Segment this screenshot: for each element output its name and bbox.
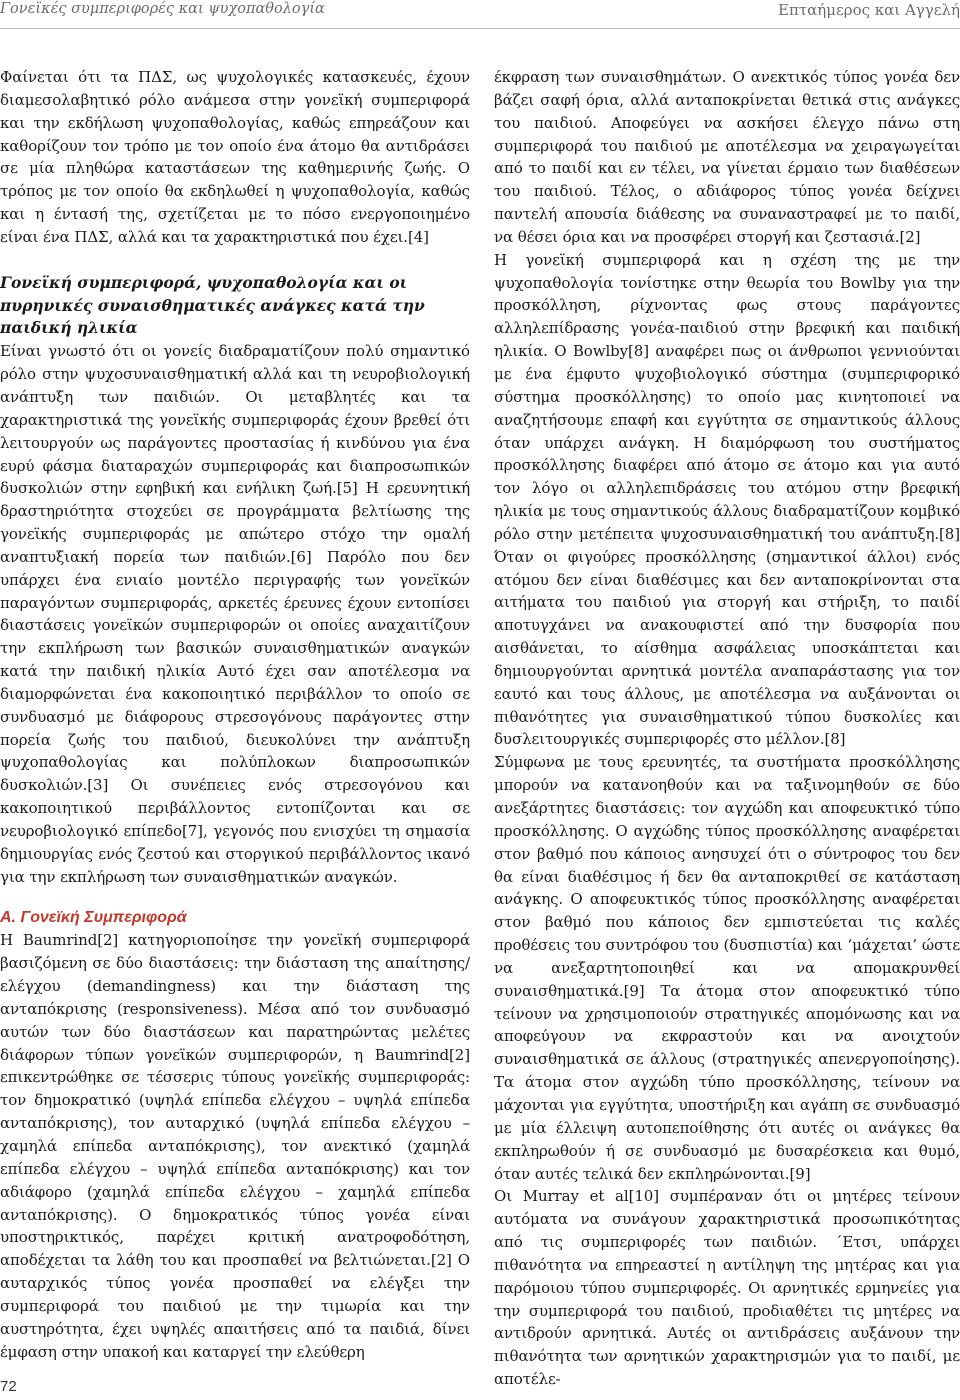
paragraph-attachment-types: Σύμφωνα με τους ερευνητές, τα συστήματα προσκόλλησης μπορούν να κατανοηθούν και να ταξινομηθούν σε δύο ανεξάρτητες διαστάσεις: τον αγχώδη και αποφευκτικό τύπο προσκόλλησης. Ο αγχώδης τύπος προσκόλλησης αναφέρεται στον βαθμό που κάποιος ανησυχεί ότι ο σύντροφος του δεν θα είναι διαθέσιμος ή δεν θα ανταποκριθεί σε κατάσταση ανάγκης. Ο αποφευκτικός τύπος προσκόλλησης αναφέρεται στον βαθμό που κάποιος δεν εμπιστεύεται τις καλές προθέσεις του συντρόφου του (δυσπιστία) και ‘μάχεται’ ώστε να ανεξαρτητοποιηθεί και να απομακρυνθεί συναισθηματικά.[9] Τα άτομα στον αποφευκτικό τύπο τείνουν να χρησιμοποιούν στρατηγικές απομόνωσης και να αποφεύγουν να εκφραστούν και να ανοιχτούν συναισθηματικά σε άλλους (στρατηγικές απενεργοποίησης). Τα άτομα στον αγχώδη τύπο προσκόλλησης, τείνουν να μάχονται για εγγύτητα, υποστήριξη και αγάπη σε συνδυασμό με μία έλλειψη αυτοπεποίθησης ότι αυτές οι ανάγκες θα εκπληρωθούν ή σε συνδυασμό με δυσαρέσκεια και θυμό, όταν αυτές τελικά δεν εκπληρώνονται.[9]	[494, 753, 960, 1183]
paragraph-baumrind: Η Baumrind[2] κατηγοριοποίησε την γονεϊκή συμπεριφορά βασιζόμενη σε δύο διαστάσεις: την διάσταση της απαίτησης/ελέγχου (demandingness) και την διάσταση της ανταπόκρισης (responsiveness). Μέσα από τον συνδυασμό αυτών των δύο διαστάσεων και παρατηρώντας μελέτες διάφορων τύπων γονεϊκών συμπεριφορών, η Baumrind[2] επικεντρώθηκε σε τέσσερις τύπους γονεϊκής συμπεριφοράς: τον δημοκρατικό (υψηλά επίπεδα ελέγχου – υψηλά επίπεδα ανταπόκρισης), τον αυταρχικό (υψηλά επίπεδα ελέγχου – χαμηλά επίπεδα ανταπόκρισης), τον ανεκτικό (χαμηλά επίπεδα ελέγχου – υψηλά επίπεδα ανταπόκρισης) και τον αδιάφορο (χαμηλά επίπεδα ελέγχου – χαμηλά επίπεδα ανταπόκρισης). Ο δημοκρατικός τύπος γονέα είναι υποστηρικτικός, παρέχει κριτική ανατροφοδότηση, αποδέχεται τα λάθη του και προσπαθεί να βελτιώνεται.[2] Ο αυταρχικός τύπος γονέα προσπαθεί να ελέγξει την συμπεριφορά του παιδιού με την τιμωρία και την αυστηρότητα, έχει υψηλές απαιτήσεις από τα παιδιά, δίνει έμφαση στην υπακοή και καταργεί την ελεύθερη	[0, 931, 470, 1361]
paragraph-continuation: έκφραση των συναισθημάτων. Ο ανεκτικός τύπος γονέα δεν βάζει σαφή όρια, αλλά ανταποκρίνεται θετικά στις ανάγκες του παιδιού. Αποφεύγει να ασκήσει έλεγχο πάνω στη συμπεριφορά του παιδιού με αποτέλεσμα να χειραγωγείται από το παιδί και εν τέλει, να γίνεται έρμαιο των διαθέσεων του παιδιού. Τέλος, ο αδιάφορος τύπος γονέα δείχνει παντελή απουσία διάθεσης να συναναστραφεί με το παιδί, να θέσει όρια και να προσφέρει στοργή και ζεστασιά.[2]	[494, 68, 960, 246]
page-number: 72	[0, 1378, 17, 1395]
running-authors: Επταήμερος και Αγγελή	[778, 1, 960, 19]
paragraph-murray: Οι Murray et al[10] συμπέραναν ότι οι μητέρες τείνουν αυτόματα να συνάγουν χαρακτηριστικά προσωπικότητας από τις συμπεριφορές των παιδιών. ´Ετσι, υπάρχει πιθανότητα να επηρεαστεί η αντίληψη της μητέρας και για παρόμοιου τύπου συμπεριφορές. Οι αρνητικές ερμηνείες για την συμπεριφορά του παιδιού, προδιαθέτει τις μητέρες να αντιδρούν αρνητικά. Αυτές οι αντιδράσεις αυξάνουν την πιθανότητα των αρνητικών χαρακτηρισμών για το παιδί, με αποτέλε-	[494, 1187, 960, 1389]
paragraph-bowlby: Η γονεϊκή συμπεριφορά και η σχέση της με την ψυχοπαθολογία τονίστηκε στην θεωρία του Bowlby για την προσκόλληση, ρίχνοντας φως στους παράγοντες αλληλεπίδρασης γονέα-παιδιού στην βρεφική και παιδική ηλικία. Ο Bowlby[8] αναφέρει πως οι άνθρωποι γεννιούνται με ένα έμφυτο ψυχοβιολογικό σύστημα (συμπεριφορικό σύστημα προσκόλλησης) το οποίο μας κινητοποιεί να αναζητήσουμε επαφή και εγγύτητα σε σημαντικούς άλλους όταν υπάρχει ανάγκη. Η διαμόρφωση του συστήματος προσκόλλησης διαφέρει από άτομο σε άτομο και για αυτό τον λόγο οι αλληλεπιδράσεις του ατόμου στην βρεφική ηλικία με τους σημαντικούς άλλους διαδραματίζουν κομβικό ρόλο στην μετέπειτα ψυχοσυναισθηματική του ανάπτυξη.[8] Όταν οι φιγούρες προσκόλλησης (σημαντικοί άλλοι) ενός ατόμου δεν είναι διαθέσιμες και δεν ανταποκρίνονται στα αιτήματα του παιδιού για στοργή και στήριξη, το παιδί αποτυγχάνει να ανακουφιστεί από την δυσφορία που αισθάνεται, το αίσθημα ασφάλειας υποσκάπτεται και δημιουργούνται αρνητικά μοντέλα αναπαράστασης για τον εαυτό και τους άλλους, με αποτέλεσμα να αυξάνονται οι πιθανότητες για συναισθηματικού τύπου δυσκολίες και δυσλειτουργικές συμπεριφορές στο μέλλον.[8]	[494, 250, 960, 749]
section-heading-parenting-needs: Γονεϊκή συμπεριφορά, ψυχοπαθολογία και οι πυρηνικές συναισθηματικές ανάγκες κατά την παιδική ηλικία	[0, 272, 425, 338]
running-header	[0, 0, 960, 26]
header-rule	[0, 28, 960, 29]
running-title: Γονεϊκές συμπεριφορές και ψυχοπαθολογία	[0, 1, 325, 17]
paragraph-parenting-needs: Είναι γνωστό ότι οι γονείς διαδραματίζουν πολύ σημαντικό ρόλο στην ψυχοσυναισθηματική αλλά και τη νευροβιολογική ανάπτυξη των παιδιών. Οι μεταβλητές και τα χαρακτηριστικά της γονεϊκής συμπεριφοράς έχουν βρεθεί ότι λειτουργούν ως παράγοντες προστασίας ή κινδύνου για ένα ευρύ φάσμα διαταραχών συμπεριφοράς και διαπροσωπικών δυσκολιών στην εφηβική και ενήλικη ζωή.[5] Η ερευνητική δραστηριότητα στοχεύει σε προγράμματα βελτίωσης της γονεϊκής συμπεριφοράς με απώτερο στόχο την ομαλή αναπτυξιακή πορεία των παιδιών.[6] Παρόλο που δεν υπάρχει ένα ενιαίο μοντέλο περιγραφής των γονεϊκών παραγόντων συμπεριφοράς, αρκετές έρευνες έχουν εντοπίσει διαστάσεις γονεϊκών συμπεριφορών οι οποίες αναχαιτίζουν την εκπλήρωση των βασικών συναισθηματικών αναγκών κατά την παιδική ηλικία Αυτό έχει σαν αποτέλεσμα να διαμορφώνεται ένα κακοποιητικό περιβάλλον το οποίο σε συνδυασμό με διάφορους στρεσογόνους παράγοντες στην πορεία ζωής του παιδιού, διευκολύνει την ανάπτυξη ψυχοπαθολογίας και πολύπλοκων διαπροσωπικών δυσκολιών.[3] Οι συνέπειες ενός στρεσογόνου και κακοποιητικού περιβάλλοντος εντοπίζονται και σε νευροβιολογικό επίπεδο[7], γεγονός που ενισχύει τη σημασία δημιουργίας ενός ζεστού και στοργικού περιβάλλοντος ικανό για την εκπλήρωση των συναισθηματικών αναγκών.	[0, 342, 470, 886]
right-column	[494, 66, 960, 1391]
left-column	[0, 66, 470, 1363]
paragraph-intro: Φαίνεται ότι τα ΠΔΣ, ως ψυχολογικές κατασκευές, έχουν διαμεσολαβητικό ρόλο ανάμεσα στην γονεϊκή συμπεριφορά και την εκδήλωση ψυχοπαθολογίας, καθώς επηρεάζουν και καθορίζουν τον τρόπο με τον οποίο ένα άτομο θα αντιδράσει σε μία πληθώρα καταστάσεων της καθημερινής ζωής. Ο τρόπος με τον οποίο θα εκδηλωθεί η ψυχοπαθολογία, καθώς και η έντασή της, σχετίζεται με το πόσο ενεργοποιημένο είναι ένα ΠΔΣ, αλλά και τα χαρακτηριστικά που έχει.[4]	[0, 68, 470, 246]
section-heading-a: Α. Γονεϊκή Συμπεριφορά	[0, 908, 187, 926]
